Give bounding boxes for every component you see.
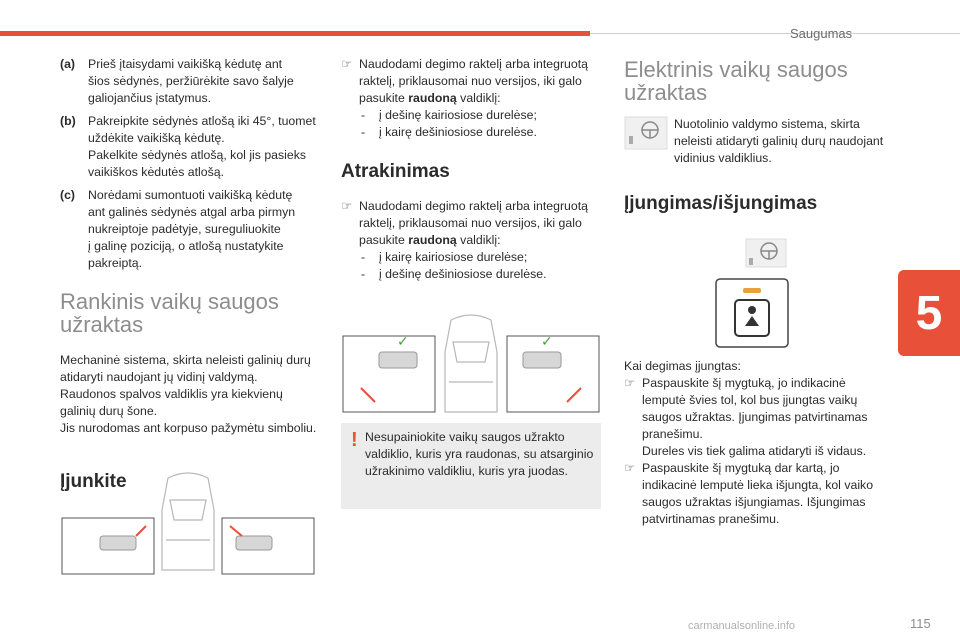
- svg-text:✓: ✓: [397, 334, 409, 350]
- list-item: ☞ Paspauskite šį mygtuką, jo indikacinė lemputė švies tol, kol bus įjungtas vaikų saugos užraktas. Įjungimas patvirtinamas pranešimu. Dureles vis tiek galima atidaryti iš vidaus.: [624, 376, 868, 458]
- list-item: (c) Norėdami sumontuoti vaikišką kėdutę ant galinės sėdynės atgal arba pirmyn nukreiptoje padėtyje, sureguliuokite į galinę poziciją, o atlošą nustatykite pakreiptą.: [60, 188, 296, 270]
- onoff-heading: Įjungimas/išjungimas: [624, 193, 818, 214]
- svg-text:✓: ✓: [541, 334, 553, 350]
- left-column: [60, 56, 322, 490]
- manual-lock-heading: Rankinis vaikų saugos užraktas: [60, 289, 279, 337]
- warning-box: ! Nesupainiokite vaikų saugos užrakto valdiklio, kuris yra raudonas, su atsarginio užrakinimo valdikliu, kuris yra juodas.: [341, 423, 601, 509]
- manual-lock-text: Mechaninė sistema, skirta neleisti galinių durų atidaryti naudojant jų vidinį valdymą. Raudonos spalvos valdiklis yra kiekvienų galinių durų šone. Jis nurodomas ant korpuso pažymėtu simboliu.: [60, 353, 317, 435]
- child-lock-button-icon: [715, 278, 789, 348]
- list-item: ☞ Paspauskite šį mygtuką dar kartą, jo indikacinė lemputė lieka išjungta, kol vaiko saugos užraktas išjungiamas. Išjungimas patvirtinamas pranešimu.: [624, 461, 874, 526]
- list-item: (b) Pakreipkite sėdynės atlošą iki 45°, tuomet uždėkite vaikišką kėdutę. Pakelkite sėdynės atlošą, kol jis pasieks vaikiškos kėdutės atlošą.: [60, 114, 316, 179]
- electric-lock-heading: Elektrinis vaikų saugos užraktas: [624, 57, 848, 105]
- pointing-hand-icon: ☞: [624, 461, 636, 475]
- right-instructions: [624, 358, 886, 528]
- list-item: (a) Prieš įtaisydami vaikišką kėdutę ant šios sėdynės, peržiūrėkite savo šalyje galiojančius įstatymus.: [60, 57, 294, 105]
- right-column: [624, 58, 886, 212]
- page-number: 115: [910, 616, 931, 631]
- section-title: Saugumas: [790, 26, 853, 41]
- manual-lock-illustration: [60, 470, 316, 580]
- enable-heading: Įjunkite: [60, 471, 127, 492]
- exclamation-icon: !: [351, 429, 358, 451]
- electric-lock-intro: Nuotolinio valdymo sistema, skirta neleisti atidaryti galinių durų naudojant vidinius valdiklius.: [624, 116, 886, 167]
- list-item: ☞ Naudodami degimo raktelį arba integruotą raktelį, priklausomai nuo versijos, iki galo pasukite raudoną valdiklį: - į kairę kairiosiose durelėse; - į dešinę dešiniosiose durelėse.: [341, 199, 588, 281]
- pointing-hand-icon: ☞: [624, 376, 636, 390]
- unlock-illustration: [341, 312, 601, 414]
- pointing-hand-icon: ☞: [341, 57, 353, 71]
- watermark: carmanualsonline.info: [688, 620, 796, 632]
- header-rule: [590, 33, 960, 34]
- dashboard-icon: [745, 238, 787, 268]
- on-intro: Kai degimas įjungtas:: [624, 359, 741, 373]
- list-item: ☞ Naudodami degimo raktelį arba integruotą raktelį, priklausomai nuo versijos, iki galo pasukite raudoną valdiklį: - į dešinę kairiosiose durelėse; - į kairę dešiniosiose durelėse.: [341, 57, 588, 139]
- middle-column: [341, 56, 603, 283]
- header-accent-bar: [0, 31, 590, 36]
- chapter-tab: 5: [898, 270, 960, 356]
- unlock-heading: Atrakinimas: [341, 161, 450, 182]
- pointing-hand-icon: ☞: [341, 199, 353, 213]
- door-panel-icon: [624, 116, 668, 150]
